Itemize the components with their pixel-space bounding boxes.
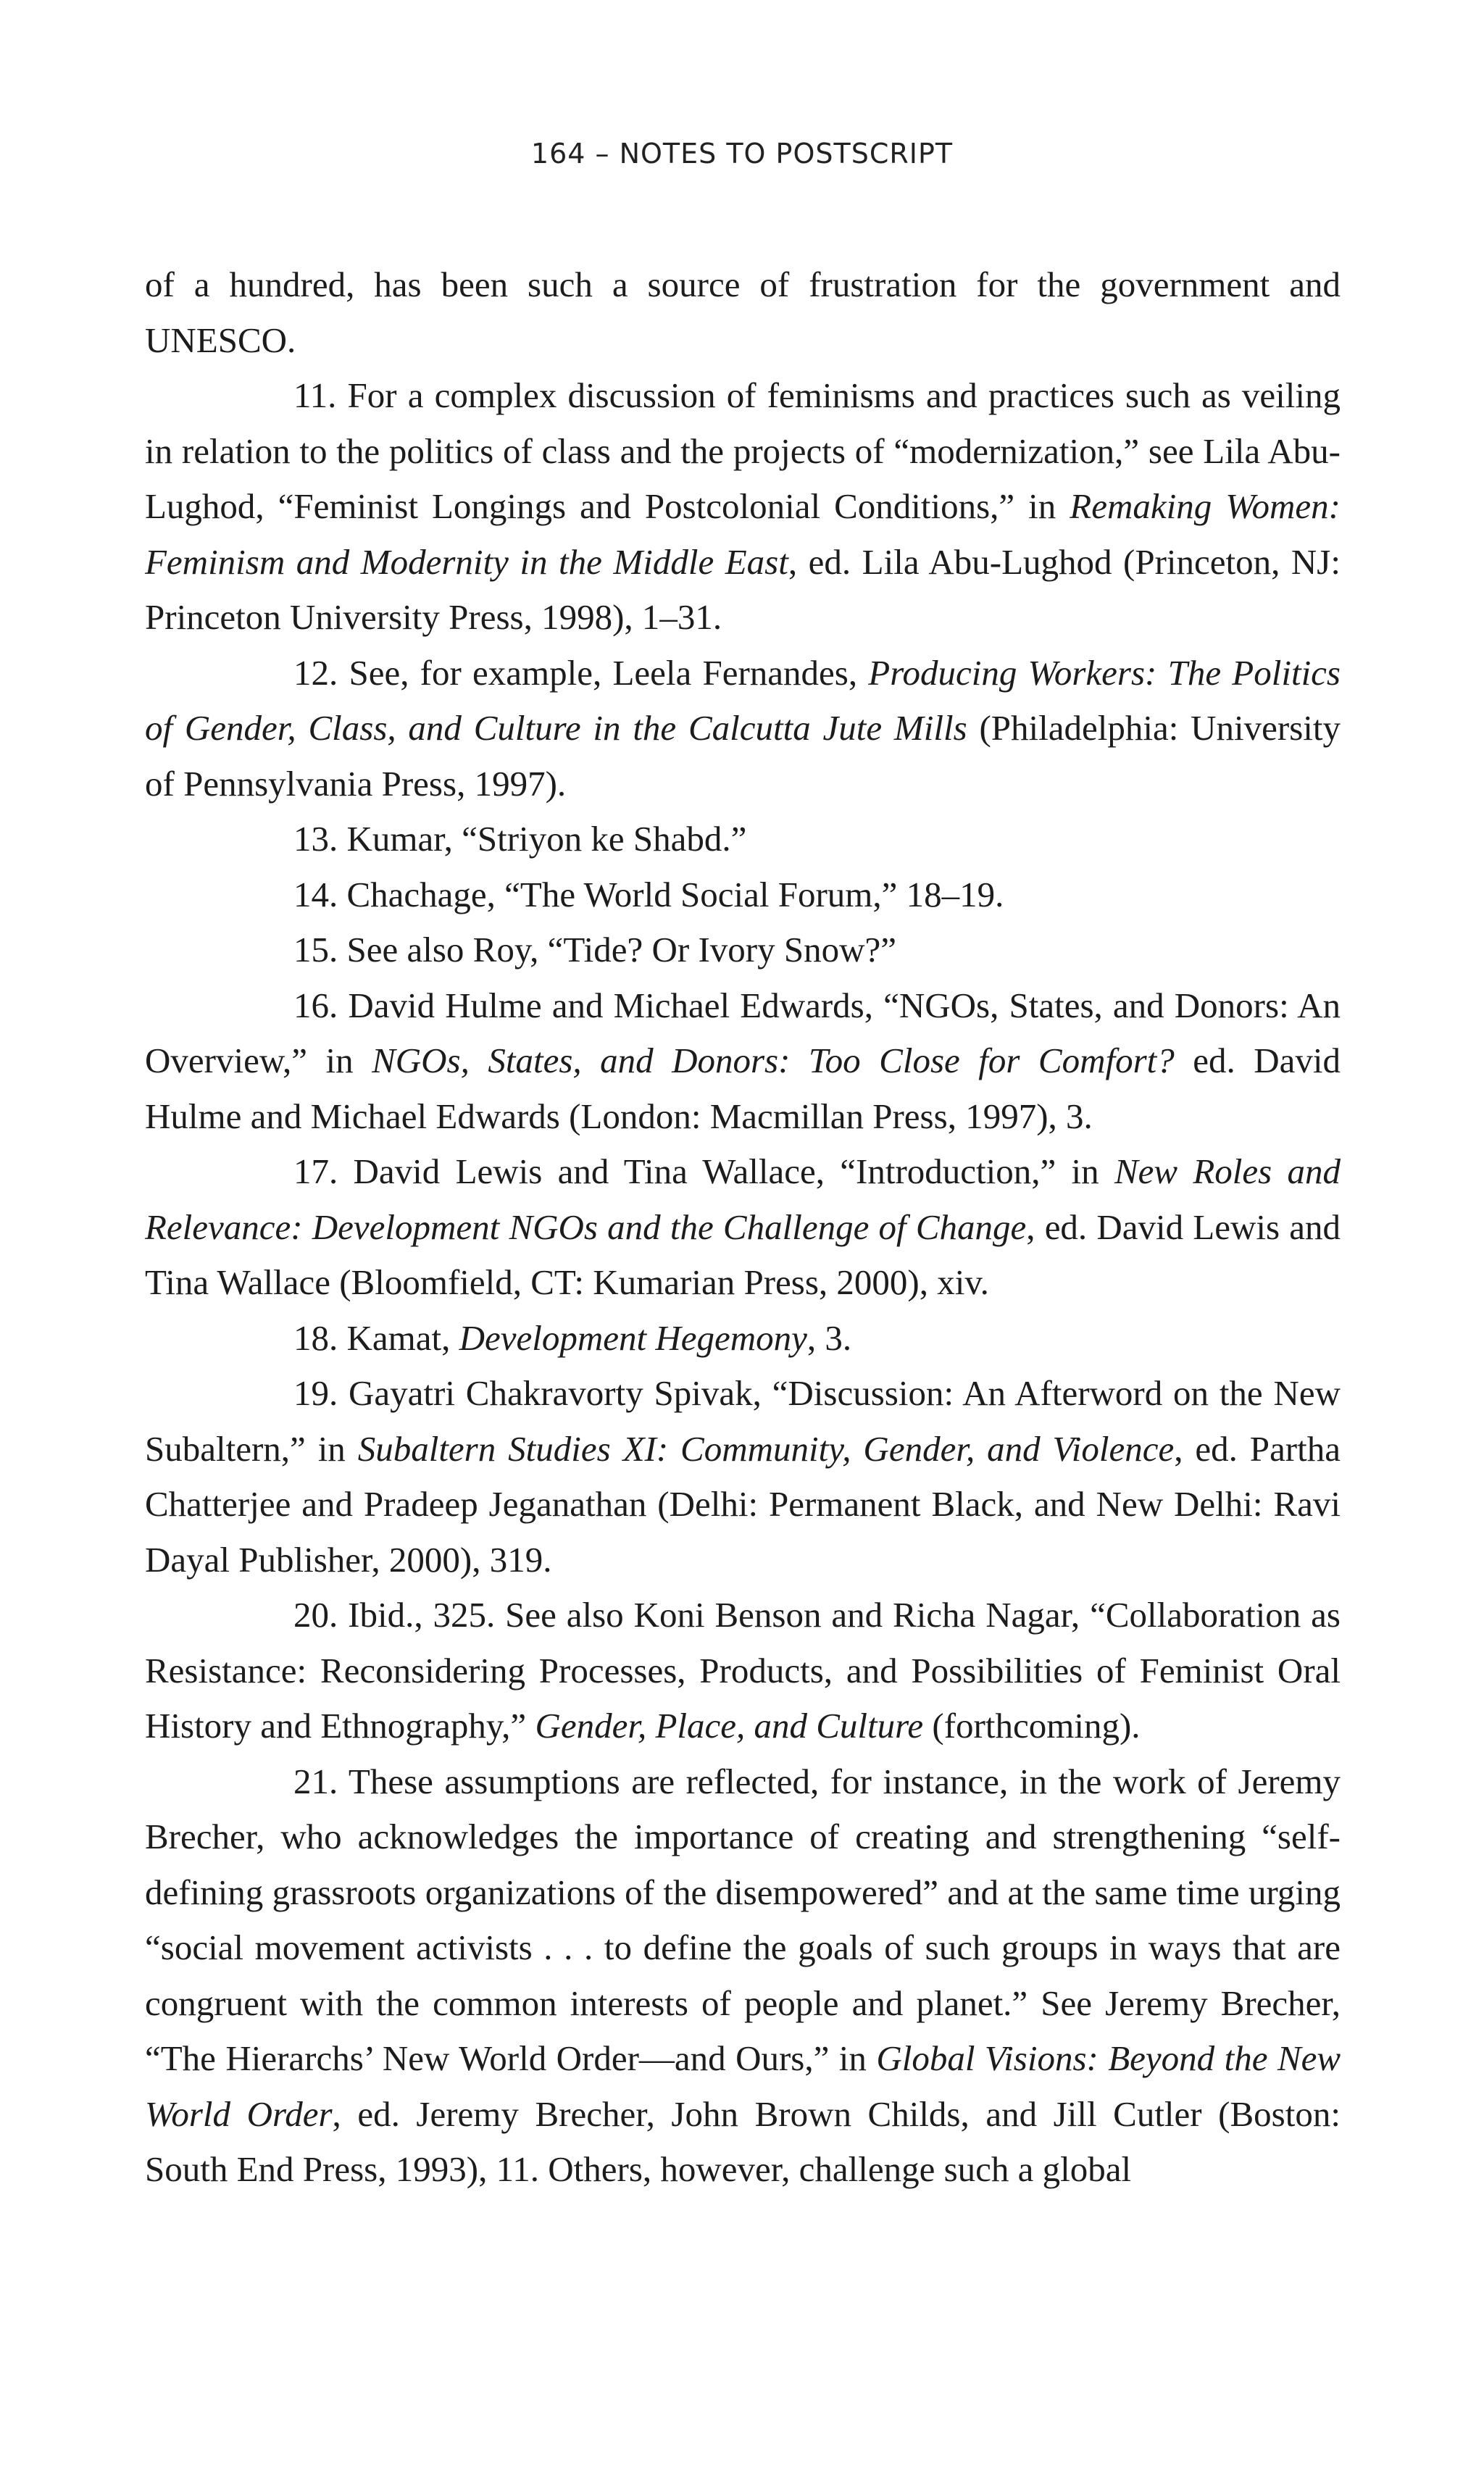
book-title: Global Visions: Beyond the New World Order [145, 2038, 1341, 2134]
book-title: Development Hegemony [459, 1317, 807, 1358]
text-segment: 14. Chachage, “The World Social Forum,” 18–19. [293, 874, 1004, 914]
text-segment: , ed. Lila Abu-Lughod (Princeton, NJ: Princeton University Press, 1998), 1–31. [145, 541, 1341, 637]
text-segment: 17. David Lewis and Tina Wallace, “Introduction,” in [293, 1151, 1114, 1191]
text-segment: 16. David Hulme and Michael Edwards, “NGOs, States, and Donors: An Overview,” in [145, 985, 1341, 1080]
text-segment: (forthcoming). [923, 1706, 1141, 1746]
text-segment: (Philadelphia: University of Pennsylvania Press, 1997). [145, 708, 1341, 804]
book-title: Producing Workers: The Politics of Gender, Class, and Culture in the Calcutta Jute Mills [145, 652, 1341, 748]
text-segment: , 3. [806, 1317, 852, 1358]
note-15 [145, 922, 1341, 978]
text-segment: 18. Kamat, [293, 1317, 459, 1358]
book-title: NGOs, States, and Donors: Too Close for Comfort? [372, 1041, 1175, 1080]
note-12 [145, 646, 1341, 812]
note-11 [145, 368, 1341, 646]
text-segment: ed. David Hulme and Michael Edwards (London: Macmillan Press, 1997), 3. [145, 1041, 1341, 1136]
note-17 [145, 1144, 1341, 1311]
note-20 [145, 1588, 1341, 1754]
text-segment: of a hundred, has been such a source of frustration for the government and UNESCO. [145, 264, 1341, 360]
note-14 [145, 867, 1341, 923]
notes-text [145, 257, 1341, 2198]
text-segment: 21. These assumptions are reflected, for instance, in the work of Jeremy Brecher, who acknowledges the importance of creating and strengthening “self-defining grassroots organizations of the disempowered” and at the same time urging “social movement activists . . . to define the goals of such groups in ways that are congruent with the common interests of people and planet.” See Jeremy Brecher, “The Hierarchs’ New World Order—and Ours,” in [145, 1761, 1341, 2078]
book-title: Remaking Women: Feminism and Modernity in the Middle East [145, 486, 1341, 582]
book-title: New Roles and Relevance: Development NGOs and the Challenge of Change [145, 1151, 1341, 1247]
text-segment: 19. Gayatri Chakravorty Spivak, “Discussion: An Afterword on the New Subaltern,” in [145, 1373, 1341, 1469]
book-title: Subaltern Studies XI: Community, Gender, and Violence [357, 1428, 1175, 1469]
note-13 [145, 812, 1341, 867]
text-segment: , ed. Partha Chatterjee and Pradeep Jeganathan (Delhi: Permanent Black, and New Delhi: Ravi Dayal Publisher, 2000), 319. [145, 1428, 1341, 1580]
note-18 [145, 1311, 1341, 1367]
note-16 [145, 978, 1341, 1145]
continued-paragraph [145, 257, 1341, 368]
text-segment: 20. Ibid., 325. See also Koni Benson and Richa Nagar, “Collaboration as Resistance: Reconsidering Processes, Products, and Possibilities of Feminist Oral History and Ethnography,” [145, 1595, 1341, 1746]
text-segment: 12. See, for example, Leela Fernandes, [293, 652, 869, 693]
note-21 [145, 1754, 1341, 2198]
note-19 [145, 1366, 1341, 1588]
text-segment: 11. For a complex discussion of feminisms and practices such as veiling in relation to the politics of class and the projects of “modernization,” see Lila Abu-Lughod, “Feminist Longings and Postcolonial Conditions,” in [145, 375, 1341, 526]
running-head: 164 – NOTES TO POSTSCRIPT [530, 138, 954, 170]
journal-title: Gender, Place, and Culture [535, 1706, 924, 1746]
text-segment: , ed. Jeremy Brecher, John Brown Childs, and Jill Cutler (Boston: South End Press, 1993), 11. Others, however, challenge such a global [145, 2093, 1341, 2189]
text-segment: 13. Kumar, “Striyon ke Shabd.” [293, 819, 747, 859]
text-segment: , ed. David Lewis and Tina Wallace (Bloomfield, CT: Kumarian Press, 2000), xiv. [145, 1206, 1341, 1302]
text-segment: 15. See also Roy, “Tide? Or Ivory Snow?” [293, 930, 896, 970]
